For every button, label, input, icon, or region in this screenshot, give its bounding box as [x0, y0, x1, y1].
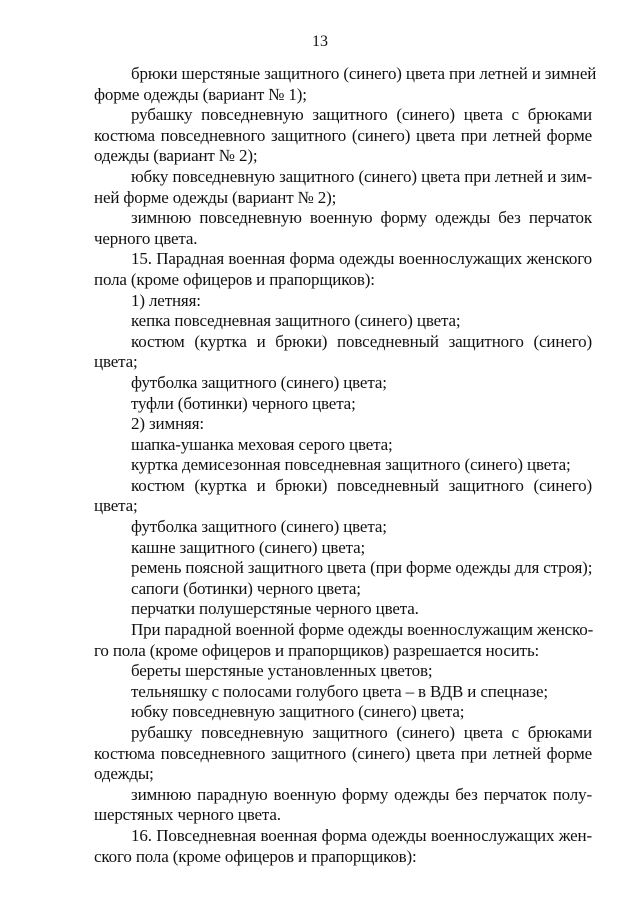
text-line: юбку повседневную защитного (синего) цвета при летней и зим- — [131, 166, 592, 186]
page-number: 13 — [312, 33, 328, 50]
text-line: костюма повседневного защитного (синего) цвета при летней форме — [94, 125, 592, 145]
text-line: 16. Повседневная военная форма одежды военнослужащих жен- — [131, 825, 592, 845]
text-line: ней форме одежды (вариант № 2); — [94, 187, 337, 207]
text-line: пола (кроме офицеров и прапорщиков): — [94, 269, 375, 289]
text-line: цвета; — [94, 496, 138, 516]
text-line: ремень поясной защитного цвета (при форме одежды для строя); — [131, 558, 593, 578]
text-line: перчатки полушерстяные черного цвета. — [131, 599, 419, 619]
text-line: брюки шерстяные защитного (синего) цвета при летней и зимней — [131, 64, 597, 83]
text-line: одежды (вариант № 2); — [94, 146, 258, 166]
text-line: кашне защитного (синего) цвета; — [131, 537, 366, 557]
text-line: черного цвета. — [94, 228, 198, 248]
text-line: футболка защитного (синего) цвета; — [131, 372, 387, 392]
text-line: сапоги (ботинки) черного цвета; — [131, 578, 361, 598]
text-line: зимнюю повседневную военную форму одежды без перчаток — [131, 208, 592, 228]
text-line: футболка защитного (синего) цвета; — [131, 517, 387, 537]
text-line: 15. Парадная военная форма одежды военнослужащих женского — [131, 249, 592, 269]
text-line: ского пола (кроме офицеров и прапорщиков): — [94, 846, 417, 866]
text-line: шерстяных черного цвета. — [94, 805, 281, 825]
text-line: форме одежды (вариант № 1); — [94, 84, 307, 104]
text-line: рубашку повседневную защитного (синего) цвета с брюками — [131, 105, 592, 125]
text-line: юбку повседневную защитного (синего) цвета; — [131, 702, 465, 722]
text-line: одежды; — [94, 764, 154, 784]
text-line: 1) летняя: — [131, 290, 201, 310]
document-body — [94, 64, 597, 867]
text-line: тельняшку с полосами голубого цвета – в ВДВ и спецназе; — [131, 681, 548, 701]
text-line: зимнюю парадную военную форму одежды без перчаток полу- — [131, 784, 592, 804]
text-line: костюма повседневного защитного (синего) цвета при летней форме — [94, 743, 592, 763]
text-line: При парадной военной форме одежды военнослужащим женско- — [131, 620, 594, 640]
text-line: кепка повседневная защитного (синего) цвета; — [131, 311, 461, 331]
text-line: береты шерстяные установленных цветов; — [131, 661, 433, 681]
text-line: го пола (кроме офицеров и прапорщиков) разрешается носить: — [94, 640, 540, 660]
text-line: рубашку повседневную защитного (синего) цвета с брюками — [131, 723, 592, 742]
text-line: шапка-ушанка меховая серого цвета; — [131, 434, 393, 454]
text-line: костюм (куртка и брюки) повседневный защитного (синего) — [131, 331, 592, 351]
text-line: куртка демисезонная повседневная защитного (синего) цвета; — [131, 455, 571, 475]
text-line: 2) зимняя: — [131, 414, 204, 434]
text-line: костюм (куртка и брюки) повседневный защитного (синего) — [131, 475, 592, 495]
text-line: туфли (ботинки) черного цвета; — [131, 393, 356, 413]
text-line: цвета; — [94, 352, 138, 372]
